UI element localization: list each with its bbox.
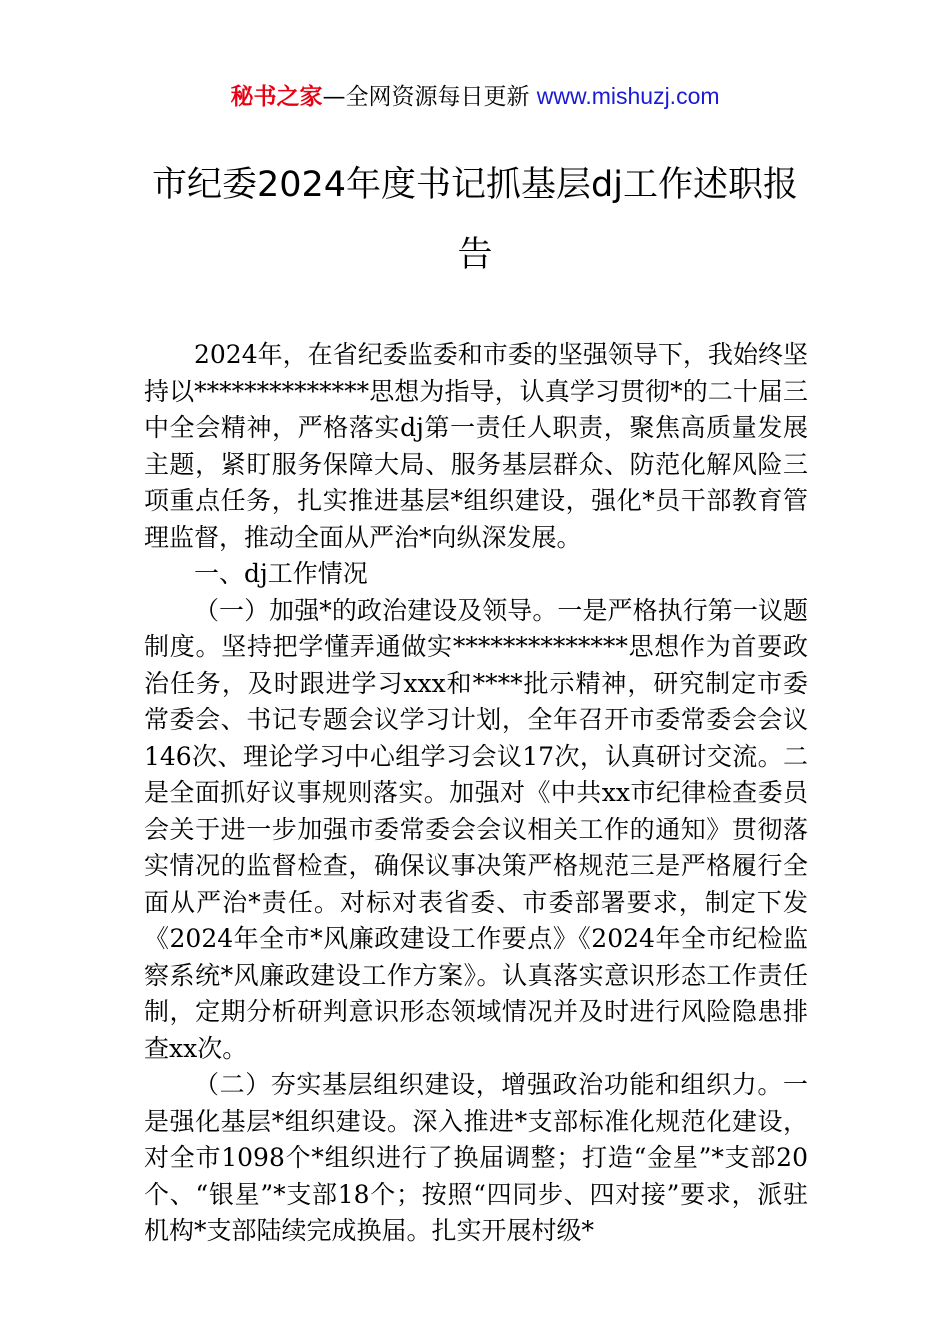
- site-url-link[interactable]: www.mishuzj.com: [536, 83, 720, 109]
- body-paragraph: （一）加强*的政治建设及领导。一是严格执行第一议题制度。坚持把学懂弄通做实**************思想作为首要政治任务，及时跟进学习xxx和****批示精神，研究制定市委常委会、书记专题会议学习计划，全年召开市委常委会会议146次、理论学习中心组学习会议17次，认真研讨交流。二是全面抓好议事规则落实。加强对《中共xx市纪律检查委员会关于进一步加强市委常委会会议相关工作的通知》贯彻落实情况的监督检查，确保议事决策严格规范三是严格履行全面从严治*责任。对标对表省委、市委部署要求，制定下发《2024年全市*风廉政建设工作要点》《2024年全市纪检监察系统*风廉政建设工作方案》。认真落实意识形态工作责任制，定期分析研判意识形态领域情况并及时进行风险隐患排查xx次。: [144, 595, 808, 1063]
- site-header: [0, 80, 950, 113]
- intro-paragraph: 2024年，在省纪委监委和市委的坚强领导下，我始终坚持以**************思想为指导，认真学习贯彻*的二十届三中全会精神，严格落实dj第一责任人职责，聚焦高质量发展主题，紧盯服务保障大局、服务基层群众、防范化解风险三项重点任务，扎实推进基层*组织建设，强化*员干部教育管理监督，推动全面从严治*向纵深发展。: [144, 340, 808, 552]
- header-dash: —: [322, 84, 346, 110]
- site-brand: 秘书之家: [230, 84, 323, 110]
- document-title: 市纪委2024年度书记抓基层dj工作述职报告: [151, 165, 798, 275]
- document-body: [144, 337, 808, 1250]
- site-slogan: 全网资源每日更新: [345, 84, 537, 110]
- section-heading: 一、dj工作情况: [194, 559, 368, 588]
- body-paragraph: （二）夯实基层组织建设，增强政治功能和组织力。一是强化基层*组织建设。深入推进*支部标准化规范化建设，对全市1098个*组织进行了换届调整；打造“金星”*支部20个、“银星”*支部18个；按照“四同步、四对接”要求，派驻机构*支部陆续完成换届。扎实开展村级*: [144, 1070, 808, 1245]
